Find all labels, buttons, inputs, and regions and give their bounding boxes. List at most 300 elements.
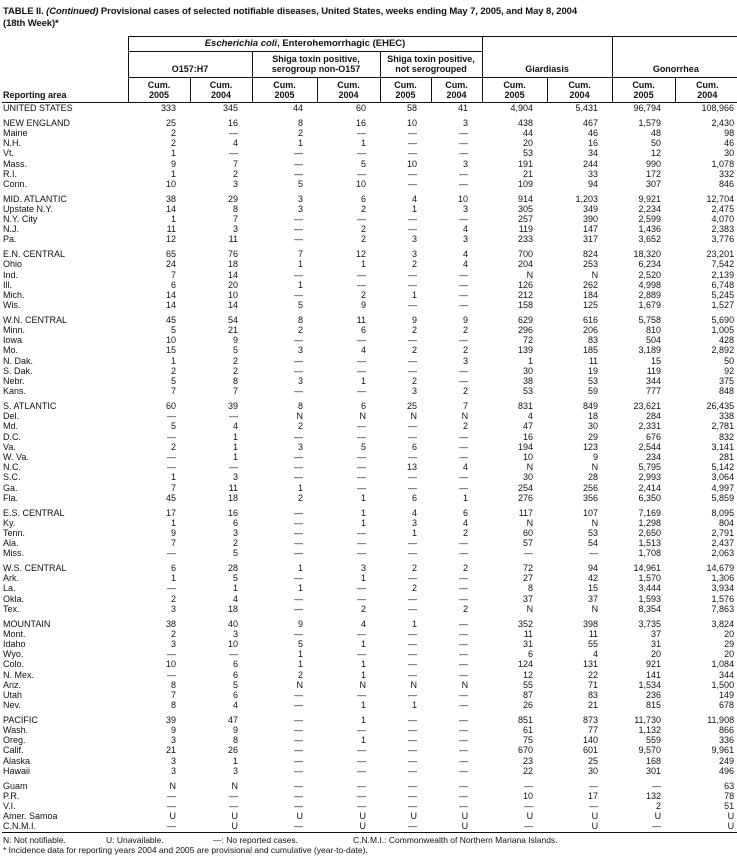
data-cell: 1 bbox=[170, 214, 176, 225]
data-cell: — bbox=[459, 431, 469, 442]
table-row bbox=[2, 629, 737, 639]
data-cell: — bbox=[357, 421, 366, 432]
data-cell: 1,298 bbox=[638, 517, 662, 528]
data-cell: 11 bbox=[523, 628, 534, 639]
data-cell: 23,201 bbox=[706, 249, 735, 260]
table-row bbox=[2, 345, 737, 355]
data-cell: 83 bbox=[588, 335, 599, 346]
data-cell: 60 bbox=[165, 400, 176, 411]
data-cell: 2,331 bbox=[638, 421, 662, 432]
data-cell: 1,534 bbox=[638, 679, 662, 690]
data-cell: — bbox=[589, 780, 599, 791]
data-cell: 47 bbox=[523, 421, 534, 432]
data-cell: — bbox=[524, 780, 534, 791]
row-label: Mich. bbox=[3, 289, 25, 300]
data-cell: 31 bbox=[523, 638, 534, 649]
row-label: Hawaii bbox=[3, 765, 31, 776]
table-row bbox=[2, 270, 737, 280]
table-row bbox=[2, 548, 737, 558]
table-row bbox=[2, 493, 737, 503]
data-cell: 8 bbox=[528, 583, 534, 594]
data-cell: — bbox=[459, 649, 469, 660]
table-row bbox=[2, 452, 737, 462]
table-row bbox=[2, 528, 737, 538]
row-label: E.S. CENTRAL bbox=[3, 507, 65, 518]
data-cell: 28 bbox=[227, 563, 238, 574]
data-cell: — bbox=[357, 462, 366, 473]
table-row bbox=[2, 386, 737, 396]
data-cell: 6 bbox=[232, 659, 238, 670]
data-cell: 1,084 bbox=[711, 659, 735, 670]
data-cell: 390 bbox=[583, 214, 599, 225]
data-cell: 44 bbox=[523, 127, 534, 138]
data-cell: 1 bbox=[360, 138, 366, 149]
data-cell: 140 bbox=[583, 735, 599, 746]
data-cell: — bbox=[459, 790, 469, 801]
data-cell: 6 bbox=[360, 193, 366, 204]
data-cell: 2,889 bbox=[638, 289, 662, 300]
data-cell: 3,934 bbox=[711, 583, 735, 594]
data-cell: 1 bbox=[528, 355, 534, 366]
data-cell: — bbox=[294, 335, 303, 346]
data-cell: 10 bbox=[165, 335, 176, 346]
data-cell: 72 bbox=[523, 335, 534, 346]
data-cell: — bbox=[408, 482, 417, 493]
data-cell: 12 bbox=[651, 148, 662, 159]
data-cell: 45 bbox=[165, 492, 176, 503]
data-cell: 15 bbox=[588, 583, 599, 594]
data-cell: 55 bbox=[588, 638, 599, 649]
data-cell: — bbox=[357, 214, 366, 225]
data-cell: 804 bbox=[719, 517, 735, 528]
data-cell: — bbox=[459, 365, 469, 376]
row-label: Ga. bbox=[3, 482, 18, 493]
data-cell: — bbox=[294, 548, 303, 559]
table-row bbox=[2, 366, 737, 376]
row-label: Wyo. bbox=[3, 649, 24, 660]
data-cell: 6 bbox=[232, 517, 238, 528]
data-cell: — bbox=[408, 628, 417, 639]
data-cell: 1,593 bbox=[638, 593, 662, 604]
row-label: Minn. bbox=[3, 325, 26, 336]
row-label: Ind. bbox=[3, 269, 19, 280]
table-row bbox=[2, 821, 737, 832]
table-row bbox=[2, 670, 737, 680]
data-cell: 16 bbox=[588, 138, 599, 149]
data-cell: N bbox=[526, 603, 534, 614]
data-cell: 4 bbox=[593, 649, 599, 660]
data-cell: 2 bbox=[170, 441, 176, 452]
data-cell: — bbox=[357, 725, 366, 736]
column-header-cum-2005: Cum. 2005 bbox=[482, 78, 547, 103]
data-cell: — bbox=[652, 780, 662, 791]
table-header bbox=[2, 37, 737, 103]
data-cell: U bbox=[231, 811, 238, 822]
data-cell: — bbox=[408, 168, 417, 179]
data-cell: 4,997 bbox=[711, 482, 735, 493]
data-cell: 832 bbox=[719, 431, 735, 442]
data-cell: 3 bbox=[232, 224, 238, 235]
data-cell: — bbox=[459, 780, 469, 791]
data-cell: — bbox=[294, 355, 303, 366]
row-label: W.N. CENTRAL bbox=[3, 314, 68, 325]
table-row bbox=[2, 756, 737, 766]
data-cell: — bbox=[408, 780, 417, 791]
row-label: Amer. Samoa bbox=[3, 811, 58, 822]
data-cell: U bbox=[547, 821, 612, 832]
data-cell: 1 bbox=[411, 618, 417, 629]
data-cell: U bbox=[591, 811, 599, 822]
data-cell: 5 bbox=[232, 345, 238, 356]
data-cell: 3 bbox=[297, 193, 303, 204]
data-cell: 2 bbox=[411, 325, 417, 336]
data-cell: 281 bbox=[719, 452, 735, 462]
data-cell: 109 bbox=[518, 178, 534, 189]
data-cell: — bbox=[408, 178, 417, 189]
data-cell: 1 bbox=[360, 669, 366, 680]
data-cell: U bbox=[461, 811, 469, 822]
table-row bbox=[2, 234, 737, 244]
data-cell: 4 bbox=[463, 517, 469, 528]
data-cell: 629 bbox=[518, 314, 534, 325]
data-cell: 6 bbox=[232, 669, 238, 680]
data-cell: — bbox=[408, 593, 417, 604]
data-cell: 4 bbox=[232, 138, 238, 149]
table-row bbox=[2, 376, 737, 386]
data-cell: 11 bbox=[228, 234, 238, 245]
data-cell: 3 bbox=[232, 178, 238, 189]
row-label: P.R. bbox=[3, 790, 20, 801]
data-cell: 5 bbox=[232, 573, 238, 584]
data-cell: 11,730 bbox=[634, 714, 662, 725]
data-cell: 125 bbox=[583, 300, 599, 311]
data-cell: — bbox=[294, 517, 303, 528]
data-cell: 254 bbox=[518, 482, 534, 493]
data-cell: 2,139 bbox=[711, 269, 735, 280]
table-row bbox=[2, 325, 737, 335]
data-cell: — bbox=[459, 482, 469, 493]
data-cell: 2 bbox=[463, 421, 469, 432]
data-cell: N bbox=[359, 679, 366, 690]
data-cell: 168 bbox=[646, 755, 662, 766]
table-row bbox=[2, 214, 737, 224]
row-label: Conn. bbox=[3, 178, 28, 189]
data-cell: — bbox=[357, 689, 366, 700]
data-cell: 7 bbox=[170, 386, 176, 397]
row-label: UNITED STATES bbox=[3, 103, 73, 113]
data-cell: 61 bbox=[523, 725, 534, 736]
data-cell: N bbox=[591, 462, 599, 473]
data-cell: 4 bbox=[232, 593, 238, 604]
data-cell: 53 bbox=[588, 376, 599, 387]
data-cell: 55 bbox=[523, 679, 534, 690]
data-cell: — bbox=[408, 269, 417, 280]
data-cell: 11 bbox=[588, 628, 599, 639]
data-cell: 873 bbox=[583, 714, 599, 725]
data-cell: 349 bbox=[583, 203, 599, 214]
data-cell: 1 bbox=[297, 279, 303, 290]
data-cell: 3 bbox=[170, 735, 176, 746]
data-cell: — bbox=[408, 603, 417, 614]
data-cell: — bbox=[294, 289, 303, 300]
row-label: Vt. bbox=[3, 148, 15, 159]
data-cell: — bbox=[408, 300, 417, 311]
data-cell: 2 bbox=[232, 538, 238, 549]
data-cell: 23 bbox=[523, 755, 534, 766]
data-cell: 21 bbox=[523, 168, 534, 179]
data-cell: 5,690 bbox=[711, 314, 735, 325]
data-cell: 191 bbox=[518, 158, 534, 169]
data-cell: 8 bbox=[232, 735, 238, 746]
table-row bbox=[2, 649, 737, 659]
data-cell: 3 bbox=[170, 755, 176, 766]
data-cell: 5 bbox=[297, 178, 303, 189]
table-title-text: Provisional cases of selected notifiable diseases, United States, weeks ending May 7, 2005, and May 8, 2004 bbox=[100, 6, 578, 17]
table-row bbox=[2, 583, 737, 593]
data-cell: U bbox=[675, 821, 737, 832]
data-cell: U bbox=[296, 811, 303, 822]
data-cell: 50 bbox=[651, 138, 662, 149]
table-row bbox=[2, 690, 737, 700]
data-cell: U bbox=[410, 811, 417, 822]
data-cell: 14 bbox=[165, 203, 176, 214]
row-label: Upstate N.Y. bbox=[3, 203, 53, 214]
data-cell: — bbox=[357, 148, 366, 159]
data-cell: 14,961 bbox=[633, 563, 662, 574]
row-label: C.N.M.I. bbox=[2, 821, 128, 832]
data-cell: 26 bbox=[523, 700, 534, 711]
row-label: Maine bbox=[3, 127, 28, 138]
data-cell: — bbox=[459, 735, 469, 746]
data-cell: — bbox=[357, 801, 366, 811]
data-cell: 10 bbox=[355, 178, 366, 189]
data-cell: 2 bbox=[411, 563, 417, 574]
data-cell: 1 bbox=[170, 168, 176, 179]
data-cell: 700 bbox=[518, 249, 534, 260]
data-cell: — bbox=[294, 224, 303, 235]
data-cell: 9 bbox=[170, 158, 176, 169]
row-label: Oreg. bbox=[3, 735, 26, 746]
data-cell: 338 bbox=[719, 411, 735, 422]
data-cell: 18 bbox=[227, 492, 238, 503]
table-row bbox=[2, 781, 737, 791]
data-cell: 2 bbox=[170, 628, 176, 639]
data-cell: — bbox=[294, 148, 303, 159]
data-cell: 11 bbox=[228, 482, 238, 493]
data-cell: 37 bbox=[651, 628, 662, 639]
data-cell: 18 bbox=[588, 411, 599, 422]
data-cell: — bbox=[167, 548, 176, 559]
data-cell: N bbox=[526, 517, 534, 528]
row-label: Tenn. bbox=[3, 527, 26, 538]
data-cell: 3 bbox=[297, 376, 303, 387]
data-cell: 5 bbox=[170, 376, 176, 387]
data-cell: 87 bbox=[523, 689, 534, 700]
data-cell: 3 bbox=[170, 603, 176, 614]
data-cell: 20 bbox=[724, 628, 735, 639]
data-cell: 124 bbox=[518, 659, 534, 670]
data-cell: 4 bbox=[463, 249, 469, 260]
data-cell: 2,791 bbox=[711, 527, 735, 538]
data-cell: 428 bbox=[719, 335, 735, 346]
data-cell: 2 bbox=[297, 492, 303, 503]
row-label: E.N. CENTRAL bbox=[3, 249, 66, 260]
data-cell: 8 bbox=[170, 679, 176, 690]
data-cell: 3 bbox=[463, 234, 469, 245]
data-cell: — bbox=[294, 755, 303, 766]
data-cell: 59 bbox=[588, 386, 599, 397]
data-cell: 5 bbox=[170, 325, 176, 336]
table-row bbox=[2, 725, 737, 735]
row-label: Okla. bbox=[3, 593, 25, 604]
data-cell: 914 bbox=[518, 193, 534, 204]
data-cell: 9 bbox=[411, 314, 417, 325]
data-cell: 1 bbox=[297, 659, 303, 670]
data-cell: 3 bbox=[232, 628, 238, 639]
data-cell: 9 bbox=[593, 452, 599, 462]
data-cell: 21 bbox=[165, 745, 176, 756]
data-cell: 2,599 bbox=[638, 214, 662, 225]
data-cell: 92 bbox=[724, 365, 735, 376]
data-cell: 1,436 bbox=[638, 224, 662, 235]
data-cell: 3,141 bbox=[711, 441, 735, 452]
row-label: PACIFIC bbox=[3, 714, 38, 725]
data-cell: — bbox=[294, 269, 303, 280]
table-row bbox=[2, 118, 737, 128]
data-cell: 2,234 bbox=[638, 203, 662, 214]
table-title-continued: (Continued) bbox=[46, 6, 101, 17]
table-row bbox=[2, 335, 737, 345]
data-cell: — bbox=[408, 538, 417, 549]
data-cell: — bbox=[459, 548, 469, 559]
data-cell: — bbox=[459, 745, 469, 756]
data-cell: 866 bbox=[719, 725, 735, 736]
data-cell: — bbox=[459, 289, 469, 300]
data-cell: N bbox=[591, 517, 599, 528]
data-cell: — bbox=[229, 801, 238, 811]
data-cell: 10 bbox=[227, 638, 238, 649]
data-cell: 98 bbox=[724, 127, 735, 138]
row-label: Fla. bbox=[3, 492, 19, 503]
data-cell: — bbox=[229, 411, 238, 422]
data-cell: 18,320 bbox=[633, 249, 662, 260]
data-cell: 4 bbox=[411, 507, 417, 518]
data-cell: 1 bbox=[411, 527, 417, 538]
data-cell: 3 bbox=[170, 638, 176, 649]
table-title bbox=[2, 4, 735, 35]
table-row bbox=[2, 259, 737, 269]
data-cell: 670 bbox=[518, 745, 534, 756]
data-cell: 172 bbox=[646, 168, 662, 179]
data-cell: 25 bbox=[165, 117, 176, 128]
data-cell: 398 bbox=[583, 618, 599, 629]
data-cell: 2 bbox=[232, 355, 238, 366]
data-cell: — bbox=[459, 472, 469, 483]
row-label: Md. bbox=[3, 421, 19, 432]
data-cell: 60 bbox=[523, 527, 534, 538]
data-cell: 824 bbox=[583, 249, 599, 260]
table-row bbox=[2, 421, 737, 431]
data-cell: 333 bbox=[160, 103, 176, 113]
data-cell: — bbox=[294, 725, 303, 736]
data-cell: 16 bbox=[355, 117, 366, 128]
data-cell: 24 bbox=[165, 259, 176, 270]
data-cell: 249 bbox=[719, 755, 735, 766]
data-cell: 3 bbox=[170, 765, 176, 776]
data-cell: 810 bbox=[646, 325, 662, 336]
data-cell: — bbox=[408, 801, 417, 811]
data-cell: 4 bbox=[360, 618, 366, 629]
data-cell: 6 bbox=[528, 649, 534, 660]
data-cell: 212 bbox=[518, 289, 534, 300]
data-cell: — bbox=[294, 714, 303, 725]
data-cell: 11,908 bbox=[707, 714, 735, 725]
data-cell: — bbox=[459, 214, 469, 225]
data-cell: 38 bbox=[165, 193, 176, 204]
data-cell: 126 bbox=[518, 279, 534, 290]
data-cell: — bbox=[294, 735, 303, 746]
legend-cnmi: C.N.M.I.: Commonwealth of Northern Mariana Islands. bbox=[353, 834, 558, 845]
data-cell: 38 bbox=[165, 618, 176, 629]
row-label: Calif. bbox=[3, 745, 24, 756]
data-cell: 2,892 bbox=[711, 345, 735, 356]
data-cell: — bbox=[167, 411, 176, 422]
data-cell: — bbox=[357, 780, 366, 791]
data-cell: 8 bbox=[297, 400, 303, 411]
data-cell: — bbox=[612, 821, 675, 832]
data-cell: 1 bbox=[297, 138, 303, 149]
data-cell: — bbox=[459, 573, 469, 584]
ehec-italic-label: Escherichia coli bbox=[204, 38, 278, 49]
data-cell: 2 bbox=[411, 583, 417, 594]
data-cell: — bbox=[357, 168, 366, 179]
data-cell: 26 bbox=[227, 745, 238, 756]
data-cell: 38 bbox=[523, 376, 534, 387]
data-cell: — bbox=[294, 780, 303, 791]
data-cell: 1,708 bbox=[638, 548, 662, 559]
data-cell: 831 bbox=[518, 400, 534, 411]
data-cell: — bbox=[294, 214, 303, 225]
data-cell: N bbox=[526, 269, 534, 280]
data-cell: 4 bbox=[232, 700, 238, 711]
data-cell: 6 bbox=[360, 400, 366, 411]
data-cell: 3,776 bbox=[711, 234, 735, 245]
data-cell: 3 bbox=[463, 203, 469, 214]
data-cell: 37 bbox=[588, 593, 599, 604]
data-cell: — bbox=[294, 472, 303, 483]
data-cell: 8 bbox=[170, 700, 176, 711]
column-header-cum-2004: Cum. 2004 bbox=[547, 78, 612, 103]
table-row bbox=[2, 179, 737, 189]
column-header-cum-2005: Cum. 2005 bbox=[612, 78, 675, 103]
data-cell: 1 bbox=[360, 638, 366, 649]
row-label: Alaska bbox=[3, 755, 31, 766]
data-cell: 1,513 bbox=[638, 538, 662, 549]
table-row bbox=[2, 619, 737, 629]
data-cell: 20 bbox=[724, 649, 735, 660]
data-cell: 13 bbox=[406, 462, 417, 473]
data-cell: 307 bbox=[646, 178, 662, 189]
data-cell: 15 bbox=[651, 355, 662, 366]
data-cell: 2 bbox=[232, 168, 238, 179]
data-cell: 438 bbox=[518, 117, 534, 128]
data-cell: 42 bbox=[588, 573, 599, 584]
data-cell: 2 bbox=[463, 563, 469, 574]
data-cell: 2 bbox=[463, 386, 469, 397]
data-cell: — bbox=[459, 127, 469, 138]
table-row bbox=[2, 128, 737, 138]
data-cell: U bbox=[317, 821, 380, 832]
